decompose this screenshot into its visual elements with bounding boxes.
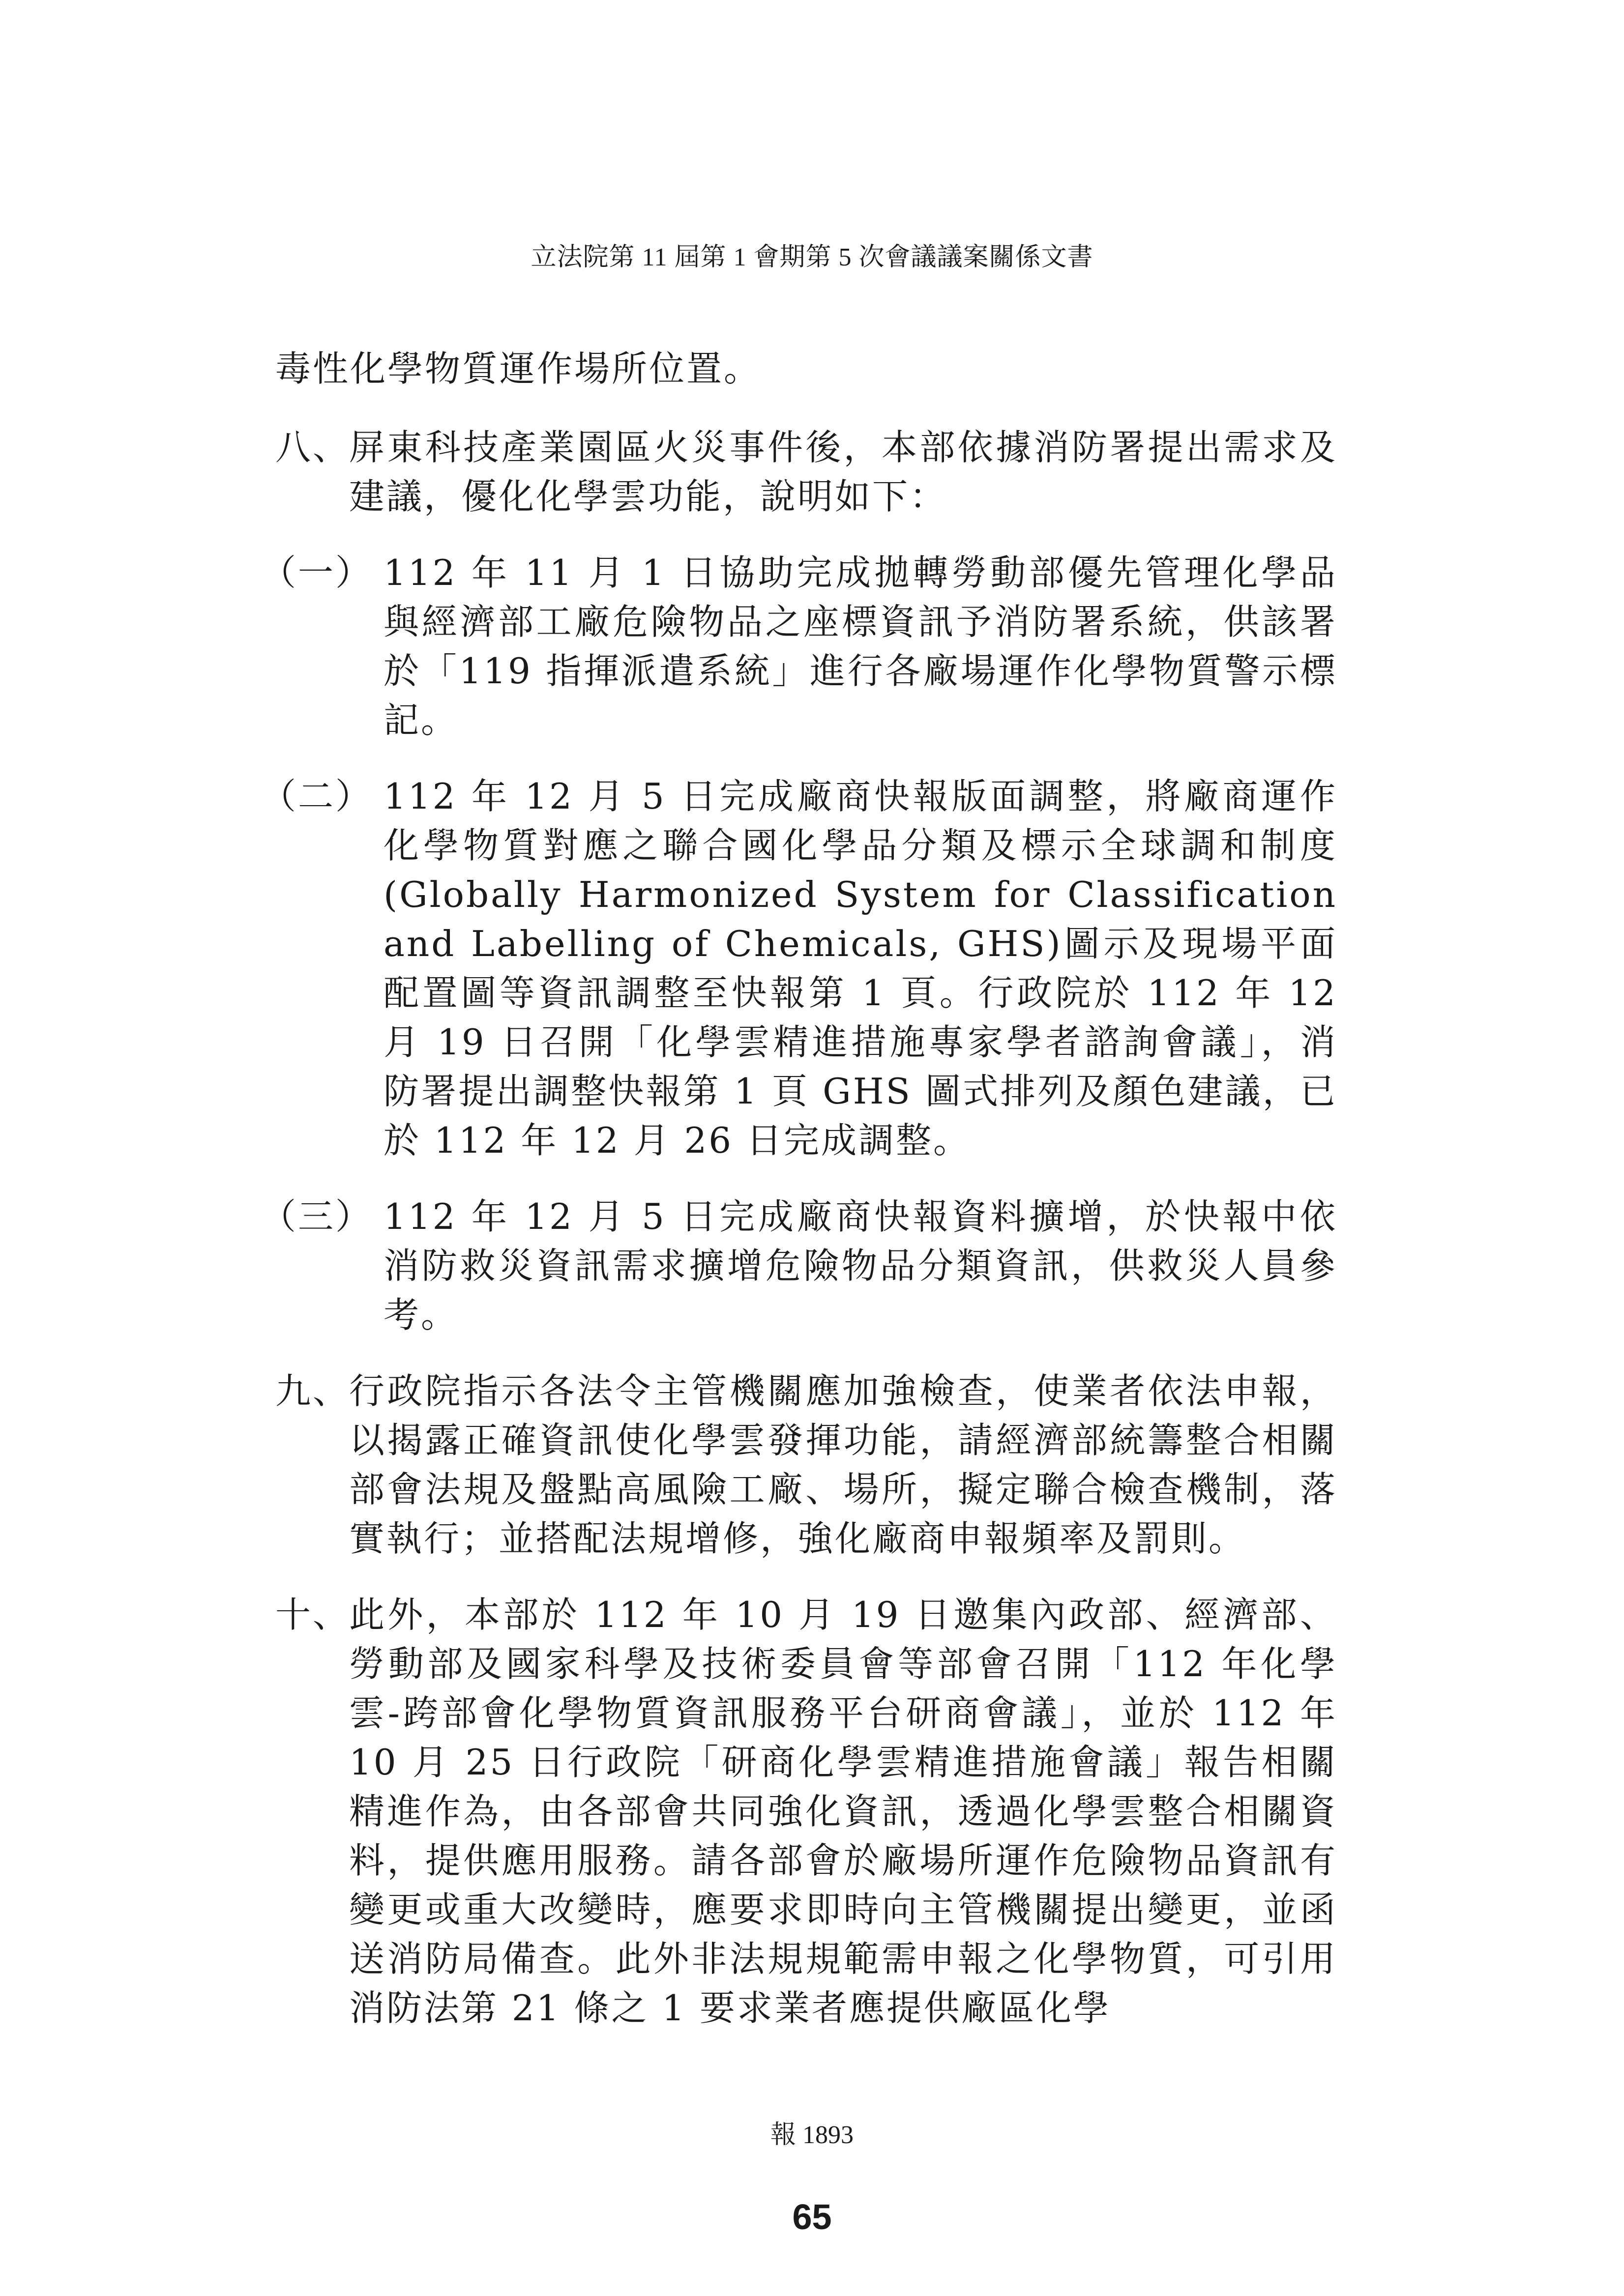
sub-item-1-marker: （一） xyxy=(261,552,373,593)
sub-item-3 xyxy=(261,1192,1337,1339)
document-body xyxy=(261,344,1337,2060)
sub-item-2 xyxy=(261,772,1337,1165)
item-10-text: 此外，本部於 112 年 10 月 19 日邀集內政部、經濟部、勞動部及國家科學及技術委員會等部會召開「112 年化學雲-跨部會化學物質資訊服務平台研商會議」，並於 112 年 10 月 25 日行政院「研商化學雲精進措施會議」報告相關精進作為，由各部會共同強化資訊，透過化學雲整合相關資料，提供應用服務。請各部會於廠場所運作危險物品資訊有變更或重大改變時，應要求即時向主管機關提出變更，並函送消防局備查。此外非法規規範需申報之化學物質，可引用消防法第 21 條之 1 要求業者應提供廠區化學 xyxy=(349,1594,1337,2029)
report-page-label: 報 1893 xyxy=(770,2121,854,2149)
item-9 xyxy=(275,1366,1337,1563)
sub-item-2-text: 112 年 12 月 5 日完成廠商快報版面調整，將廠商運作化學物質對應之聯合國化學品分類及標示全球調和制度(Globally Harmonized System for Classification and Labelling of Chemicals, GHS)圖示及現場平面配置圖等資訊調整至快報第 1 頁。行政院於 112 年 12 月 19 日召開「化學雲精進措施專家學者諮詢會議」，消防署提出調整快報第 1 頁 GHS 圖式排列及顏色建議，已於 112 年 12 月 26 日完成調整。 xyxy=(384,776,1337,1161)
sub-item-3-marker: （三） xyxy=(261,1196,373,1237)
sub-item-2-marker: （二） xyxy=(261,776,373,817)
item-9-marker: 九、 xyxy=(275,1370,351,1412)
item-9-text: 行政院指示各法令主管機關應加強檢查，使業者依法申報，以揭露正確資訊使化學雲發揮功能，請經濟部統籌整合相關部會法規及盤點高風險工廠、場所，擬定聯合檢查機制，落實執行；並搭配法規增修，強化廠商申報頻率及罰則。 xyxy=(349,1370,1337,1559)
item-10 xyxy=(275,1590,1337,2033)
sub-item-3-text: 112 年 12 月 5 日完成廠商快報資料擴增，於快報中依消防救災資訊需求擴增危險物品分類資訊，供救災人員參考。 xyxy=(384,1196,1337,1336)
item-10-marker: 十、 xyxy=(275,1594,351,1635)
document-header: 立法院第 11 屆第 1 會期第 5 次會議議案關係文書 xyxy=(531,243,1093,271)
item-8 xyxy=(275,423,1337,521)
continuation-paragraph: 毒性化學物質運作場所位置。 xyxy=(275,348,762,389)
item-8-text: 屏東科技產業園區火災事件後，本部依據消防署提出需求及建議，優化化學雲功能，說明如下： xyxy=(349,427,1337,517)
item-8-marker: 八、 xyxy=(275,427,351,468)
page-number: 65 xyxy=(792,2198,832,2237)
sub-item-1 xyxy=(261,548,1337,745)
sub-item-1-text: 112 年 11 月 1 日協助完成拋轉勞動部優先管理化學品與經濟部工廠危險物品之座標資訊予消防署系統，供該署於「119 指揮派遣系統」進行各廠場運作化學物質警示標記。 xyxy=(384,552,1337,741)
